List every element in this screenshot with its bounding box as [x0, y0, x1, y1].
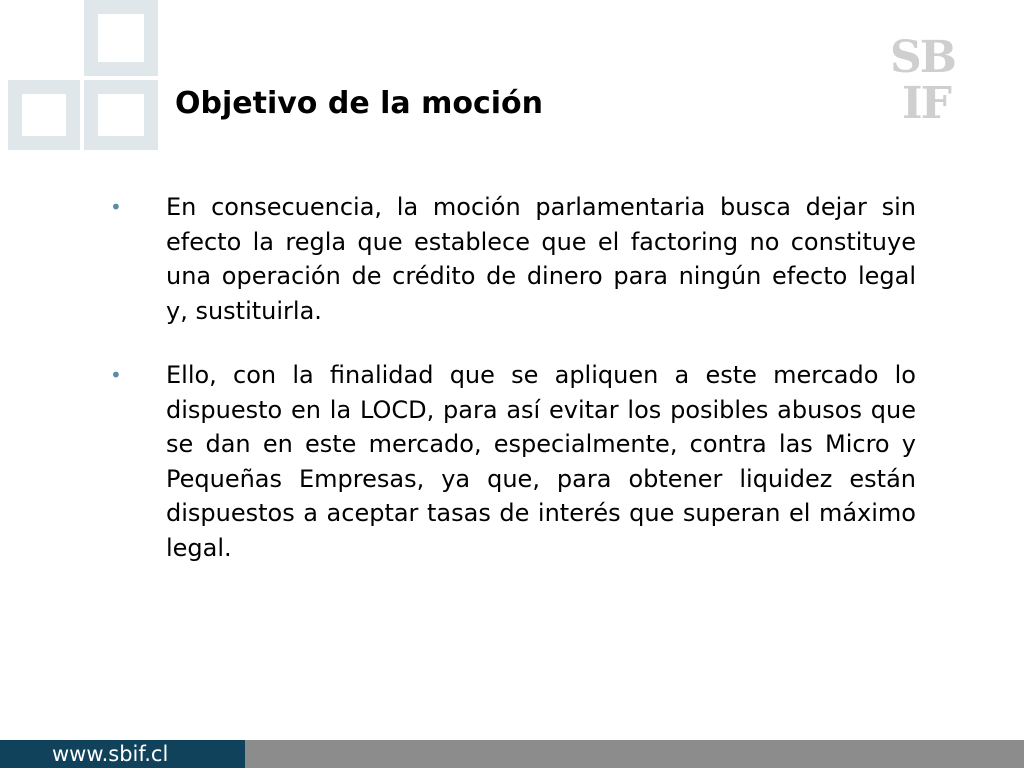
bullet-text: Ello, con la finalidad que se apliquen a este mercado lo dispuesto en la LOCD, para así evitar los posibles abusos que se dan en este mercado, especialmente, contra las Micro y Pequeñas Empresas, ya que, para obtener liquidez están dispuestos a aceptar tasas de interés que superan el máximo legal. — [166, 361, 916, 562]
logo-line-2: IF — [902, 78, 950, 124]
logo-line-1: SB — [890, 32, 955, 83]
footer-bar — [245, 740, 1024, 768]
decor-square — [84, 80, 158, 150]
slide-body — [110, 190, 916, 595]
slide-title: Objetivo de la moción — [175, 86, 543, 121]
bullet-item — [110, 358, 916, 565]
bullet-marker: • — [110, 195, 122, 219]
bullet-item — [110, 190, 916, 328]
decor-square — [8, 80, 80, 150]
sbif-logo — [888, 28, 978, 124]
bullet-text: En consecuencia, la moción parlamentaria busca dejar sin efecto la regla que establece que el factoring no constituye una operación de crédito de dinero para ningún efecto legal y, sustituirla. — [166, 193, 916, 325]
footer-url[interactable]: www.sbif.cl — [0, 740, 245, 768]
decor-square — [84, 0, 158, 76]
bullet-marker: • — [110, 363, 122, 387]
